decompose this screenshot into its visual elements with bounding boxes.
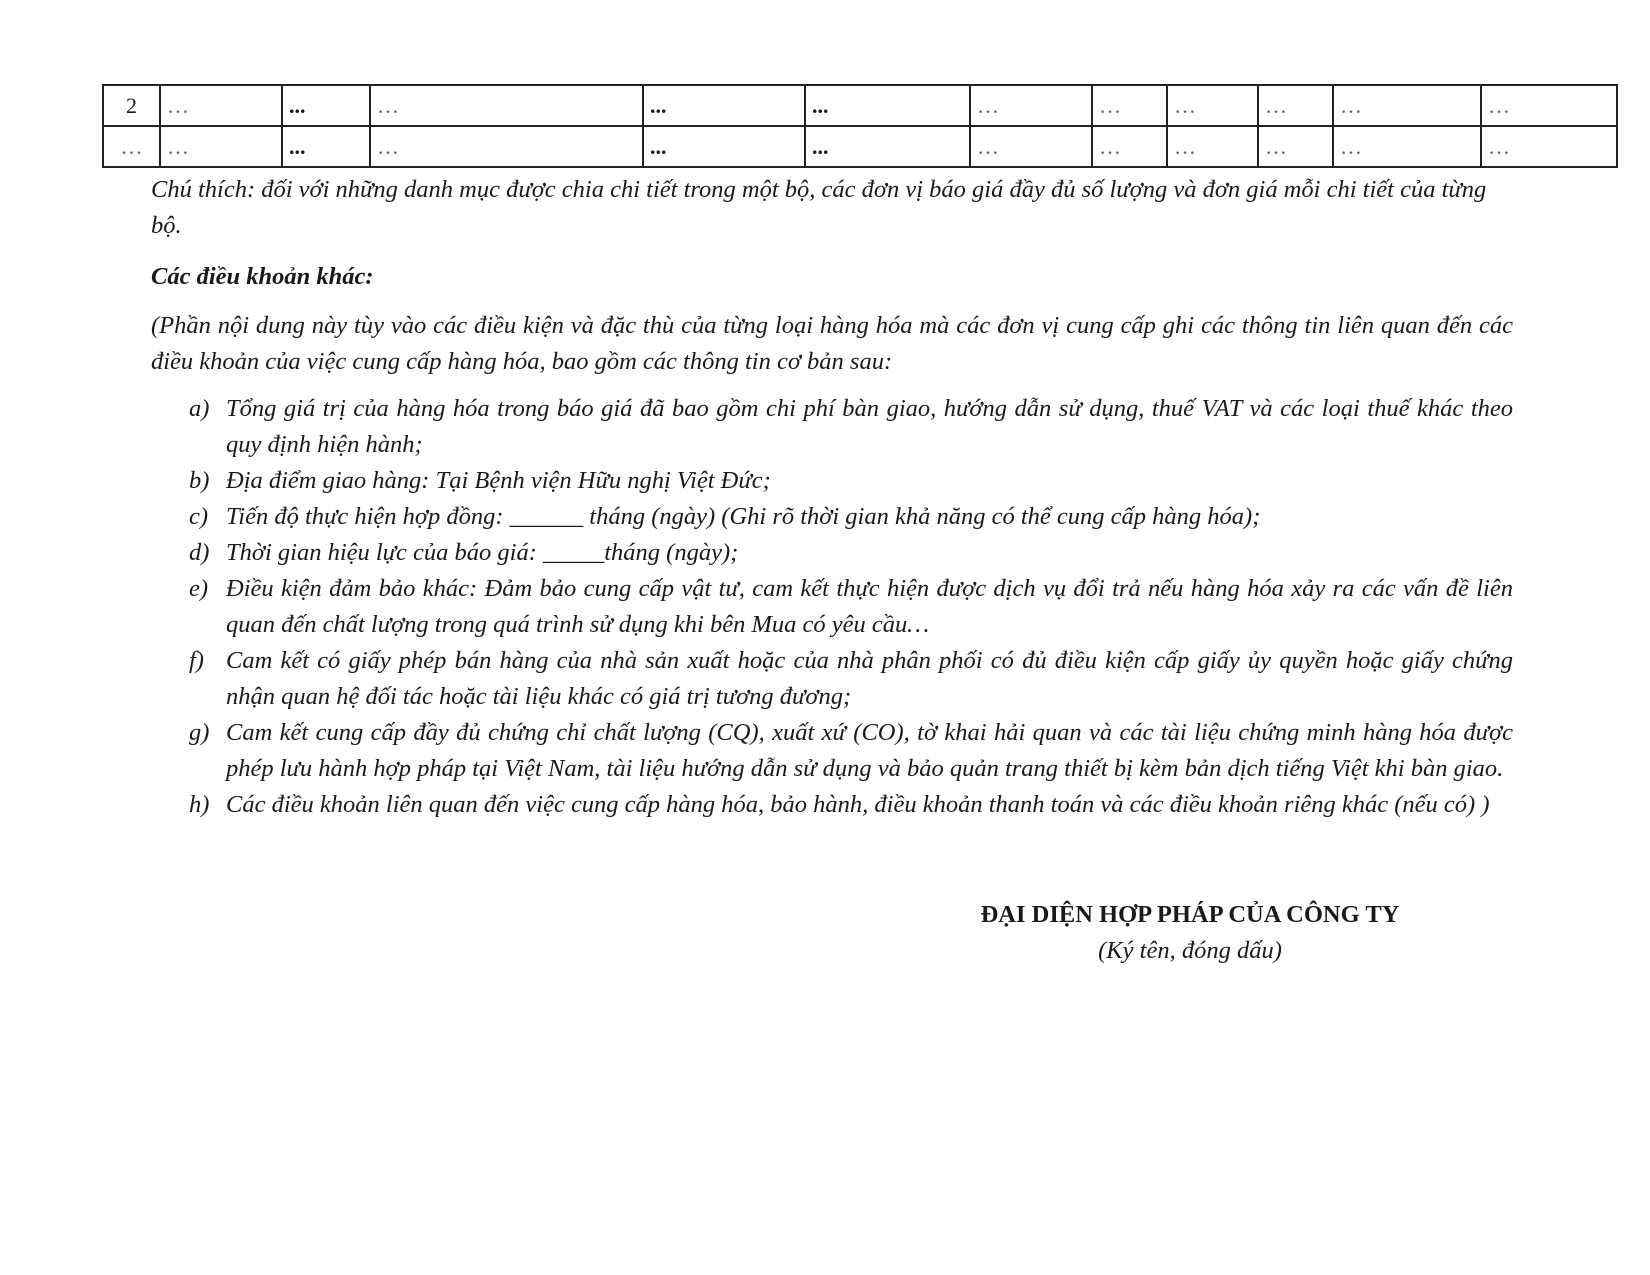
table-cell: ... [643,85,805,126]
term-text: Cam kết cung cấp đầy đủ chứng chỉ chất lượng (CQ), xuất xứ (CO), tờ khai hải quan và các tài liệu chứng minh hàng hóa được phép lưu hành hợp pháp tại Việt Nam, tài liệu hướng dẫn sử dụng và bảo quản trang thiết bị kèm bản dịch tiếng Việt khi bàn giao. [226,719,1513,782]
term-marker: h) [189,791,210,818]
table-cell: ... [282,85,370,126]
table-cell: … [160,85,282,126]
quote-table [102,84,1618,168]
term-text: Các điều khoản liên quan đến việc cung cấp hàng hóa, bảo hành, điều khoản thanh toán và các điều khoản riêng khác (nếu có) ) [226,791,1490,818]
term-marker: c) [189,503,209,530]
terms-list [189,391,1513,823]
term-marker: d) [189,539,210,566]
term-item-e [189,571,1513,643]
term-marker: b) [189,467,210,494]
term-item-h [189,787,1513,823]
table-cell: … [1258,126,1333,167]
term-text: Địa điểm giao hàng: Tại Bệnh viện Hữu nghị Việt Đức; [226,467,771,494]
table-row [103,85,1617,126]
signature-subtitle: (Ký tên, đóng dấu) [1098,937,1282,964]
term-marker: f) [189,647,204,674]
term-text: Điều kiện đảm bảo khác: Đảm bảo cung cấp vật tư, cam kết thực hiện được dịch vụ đổi trả nếu hàng hóa xảy ra các vấn đề liên quan đến chất lượng trong quá trình sử dụng khi bên Mua có yêu cầu… [226,575,1513,638]
table-cell: … [970,85,1092,126]
term-text: Tiến độ thực hiện hợp đồng: ______ tháng (ngày) (Ghi rõ thời gian khả năng có thể cung cấp hàng hóa); [226,503,1261,530]
table-cell: … [370,85,643,126]
table-row [103,126,1617,167]
table-cell: … [1481,126,1617,167]
table-cell: … [1258,85,1333,126]
term-item-a [189,391,1513,463]
table-cell: … [1481,85,1617,126]
table-cell: ... [805,126,970,167]
term-item-d [189,535,1513,571]
table-cell: … [1092,126,1167,167]
table-cell: … [160,126,282,167]
table-cell: ... [805,85,970,126]
term-item-b [189,463,1513,499]
table-cell: … [103,126,160,167]
other-terms-intro: (Phần nội dung này tùy vào các điều kiện và đặc thù của từng loại hàng hóa mà các đơn vị cung cấp ghi các thông tin liên quan đến các điều khoản của việc cung cấp hàng hóa, bao gồm các thông tin cơ bản sau: [151,312,1513,375]
table-cell: … [1333,126,1481,167]
term-item-g [189,715,1513,787]
term-marker: a) [189,395,210,422]
signature-title: ĐẠI DIỆN HỢP PHÁP CỦA CÔNG TY [980,901,1400,928]
term-text: Tổng giá trị của hàng hóa trong báo giá đã bao gồm chi phí bàn giao, hướng dẫn sử dụng, thuế VAT và các loại thuế khác theo quy định hiện hành; [226,395,1513,458]
table-cell: … [370,126,643,167]
table-cell: … [1092,85,1167,126]
table-cell: ... [643,126,805,167]
note-paragraph: Chú thích: đối với những danh mục được chia chi tiết trong một bộ, các đơn vị báo giá đầy đủ số lượng và đơn giá mỗi chi tiết của từng bộ. [151,176,1487,239]
term-marker: e) [189,575,209,602]
term-item-f [189,643,1513,715]
table-cell: … [970,126,1092,167]
term-marker: g) [189,719,210,746]
table-cell: ... [282,126,370,167]
table-cell: … [1167,85,1258,126]
table-cell: … [1167,126,1258,167]
term-item-c [189,499,1513,535]
term-text: Cam kết có giấy phép bán hàng của nhà sản xuất hoặc của nhà phân phối có đủ điều kiện cấp giấy ủy quyền hoặc giấy chứng nhận quan hệ đối tác hoặc tài liệu khác có giá trị tương đương; [226,647,1513,710]
table-cell: … [1333,85,1481,126]
table-cell: 2 [103,85,160,126]
term-text: Thời gian hiệu lực của báo giá: _____tháng (ngày); [226,539,739,566]
other-terms-heading: Các điều khoản khác: [151,263,374,290]
